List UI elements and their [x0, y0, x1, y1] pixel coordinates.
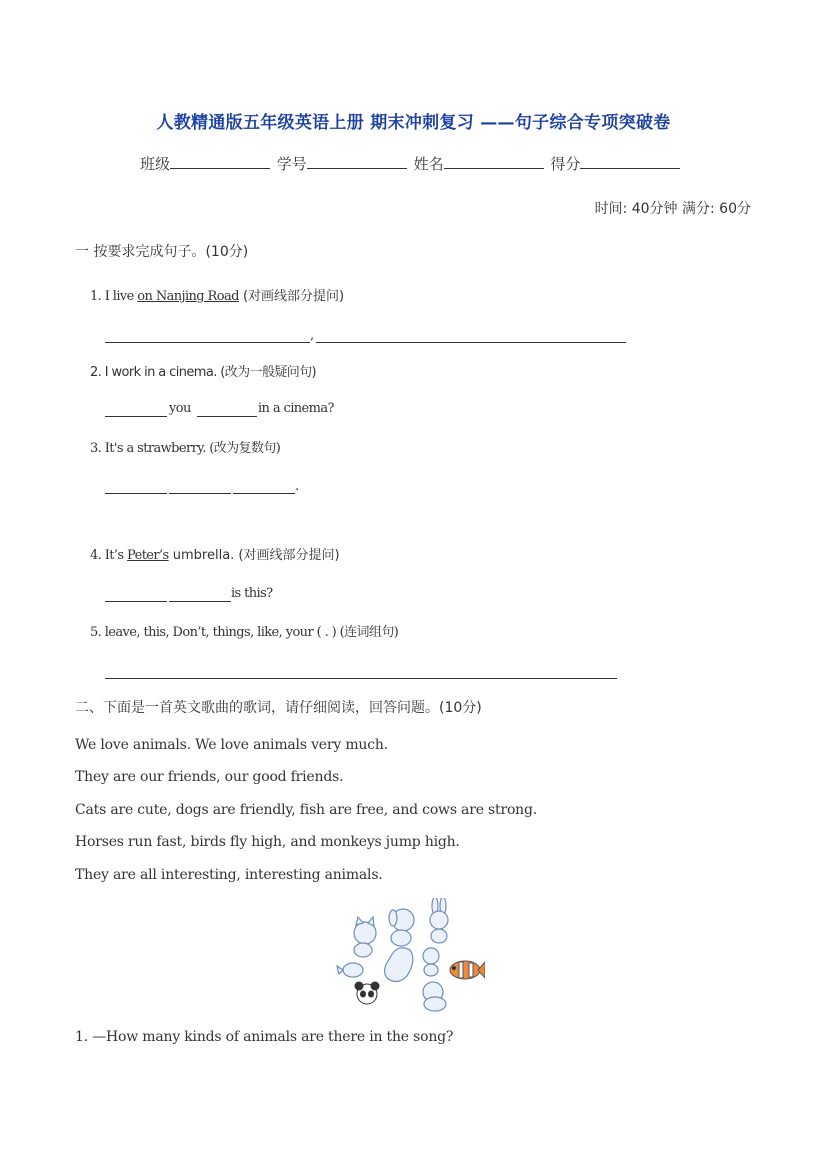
answer-line[interactable] — [105, 342, 310, 343]
animals-illustration-icon — [335, 898, 485, 1013]
question-2: 2. I work in a cinema. (改为一般疑问句) — [90, 365, 317, 380]
id-blank[interactable] — [307, 154, 407, 169]
question-3: 3. It's a strawberry. (改为复数句) — [90, 441, 281, 456]
score-blank[interactable] — [580, 154, 680, 169]
page-title: 人教精通版五年级英语上册 期末冲刺复习 ——句子综合专项突破卷 — [156, 113, 671, 133]
period: . — [295, 479, 299, 494]
name-label: 姓名 — [413, 155, 444, 173]
answer-blank[interactable] — [169, 601, 231, 602]
song-line: They are our friends, our good friends. — [75, 769, 344, 785]
score-label: 得分 — [550, 155, 581, 173]
question-2-you: you — [169, 401, 191, 416]
question-2-tail: in a cinema? — [258, 401, 334, 416]
question-4: 4. It’s Peter’s umbrella. (对画线部分提问) — [90, 548, 340, 563]
underlined-phrase: Peter’s — [127, 548, 169, 563]
section2-heading: 二、下面是一首英文歌曲的歌词，请仔细阅读，回答问题。(10分) — [75, 700, 482, 716]
answer-blank[interactable] — [105, 601, 167, 602]
answer-blank[interactable] — [169, 493, 231, 494]
class-blank[interactable] — [170, 154, 270, 169]
class-label: 班级 — [140, 155, 171, 173]
underlined-phrase: on Nanjing Road — [137, 289, 239, 304]
song-line: They are all interesting, interesting animals. — [75, 867, 383, 883]
song-line: Cats are cute, dogs are friendly, fish are free, and cows are strong. — [75, 802, 537, 818]
question-1: 1. I live on Nanjing Road (对画线部分提问) — [90, 289, 345, 304]
song-line: We love animals. We love animals very much. — [75, 737, 388, 753]
answer-blank[interactable] — [197, 416, 257, 417]
student-info-row — [140, 153, 682, 174]
question-5: 5. leave, this, Don’t, things, like, your ( . ) (连词组句) — [90, 625, 399, 640]
answer-blank[interactable] — [105, 493, 167, 494]
name-blank[interactable] — [444, 154, 544, 169]
answer-line[interactable] — [105, 678, 617, 679]
section1-heading: 一 按要求完成句子。(10分) — [75, 244, 249, 260]
answer-blank[interactable] — [105, 416, 167, 417]
question-2-1: 1. —How many kinds of animals are there in the song? — [75, 1029, 454, 1045]
answer-line[interactable] — [316, 342, 626, 343]
question-4-end: is this? — [231, 586, 273, 601]
song-line: Horses run fast, birds fly high, and monkeys jump high. — [75, 834, 460, 850]
answer-blank[interactable] — [233, 493, 295, 494]
comma: , — [310, 328, 314, 343]
time-info: 时间: 40分钟 满分: 60分 — [594, 201, 751, 217]
id-label: 学号 — [276, 155, 307, 173]
